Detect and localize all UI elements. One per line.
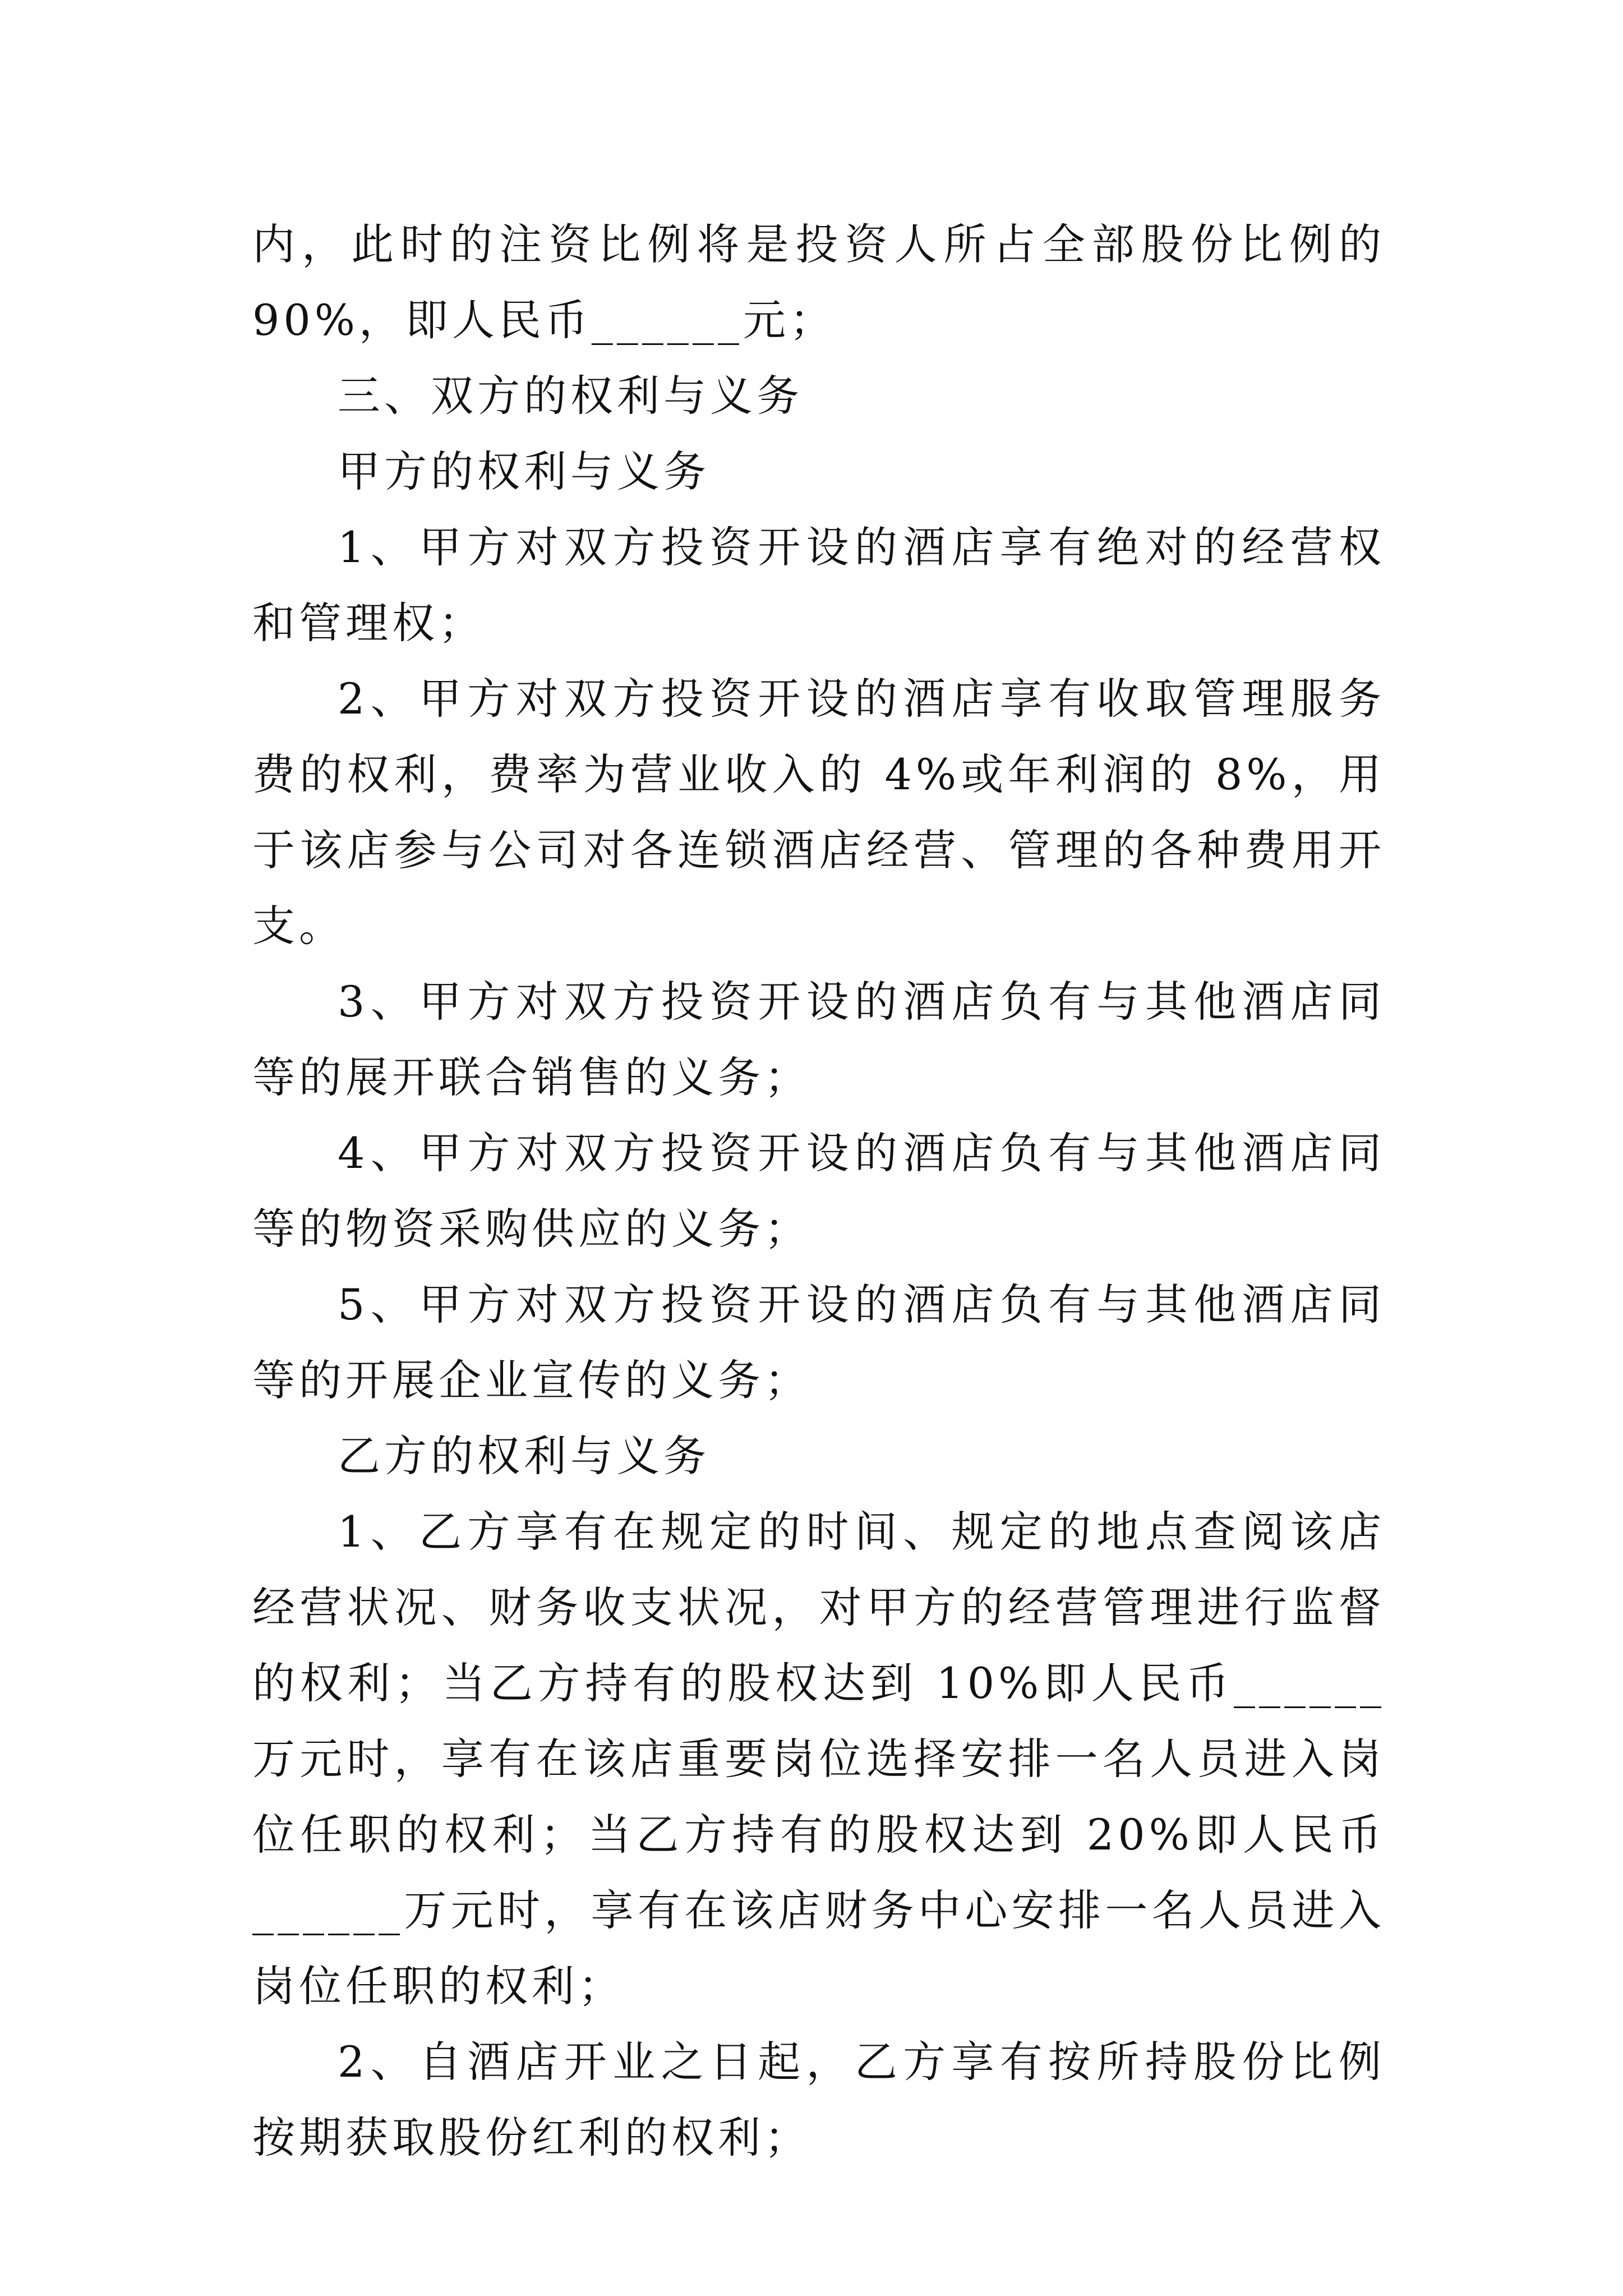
subheading-party-a: 甲方的权利与义务 <box>338 447 710 496</box>
party-a-item-4: 4、甲方对双方投资开设的酒店负有与其他酒店同等的物资采购供应的义务； <box>252 1128 1385 1254</box>
party-a-item-3: 3、甲方对双方投资开设的酒店负有与其他酒店同等的展开联合销售的义务； <box>252 977 1385 1102</box>
section-heading-rights-obligations: 三、双方的权利与义务 <box>338 371 803 421</box>
document-body <box>252 206 1385 2175</box>
party-a-item-1: 1、甲方对双方投资开设的酒店享有绝对的经营权和管理权； <box>252 522 1385 648</box>
party-a-item-5: 5、甲方对双方投资开设的酒店负有与其他酒店同等的开展企业宣传的义务； <box>252 1280 1385 1405</box>
party-a-item-2: 2、甲方对双方投资开设的酒店享有收取管理服务费的权利，费率为营业收入的 4%或年利润的 8%，用于该店参与公司对各连锁酒店经营、管理的各种费用开支。 <box>252 674 1385 951</box>
party-b-item-2: 2、自酒店开业之日起，乙方享有按所持股份比例按期获取股份红利的权利； <box>252 2037 1385 2162</box>
paragraph-capital-ratio: 内，此时的注资比例将是投资人所占全部股份比例的 90%，即人民币______元； <box>252 219 1385 345</box>
subheading-party-b: 乙方的权利与义务 <box>338 1431 710 1481</box>
party-b-item-1: 1、乙方享有在规定的时间、规定的地点查阅该店经营状况、财务收支状况，对甲方的经营管理进行监督的权利；当乙方持有的股权达到 10%即人民币______万元时，享有在该店重要岗位选择安排一名人员进入岗位任职的权利；当乙方持有的股权达到 20%即人民币______万元时，享有在该店财务中心安排一名人员进入岗位任职的权利； <box>252 1507 1385 2011</box>
